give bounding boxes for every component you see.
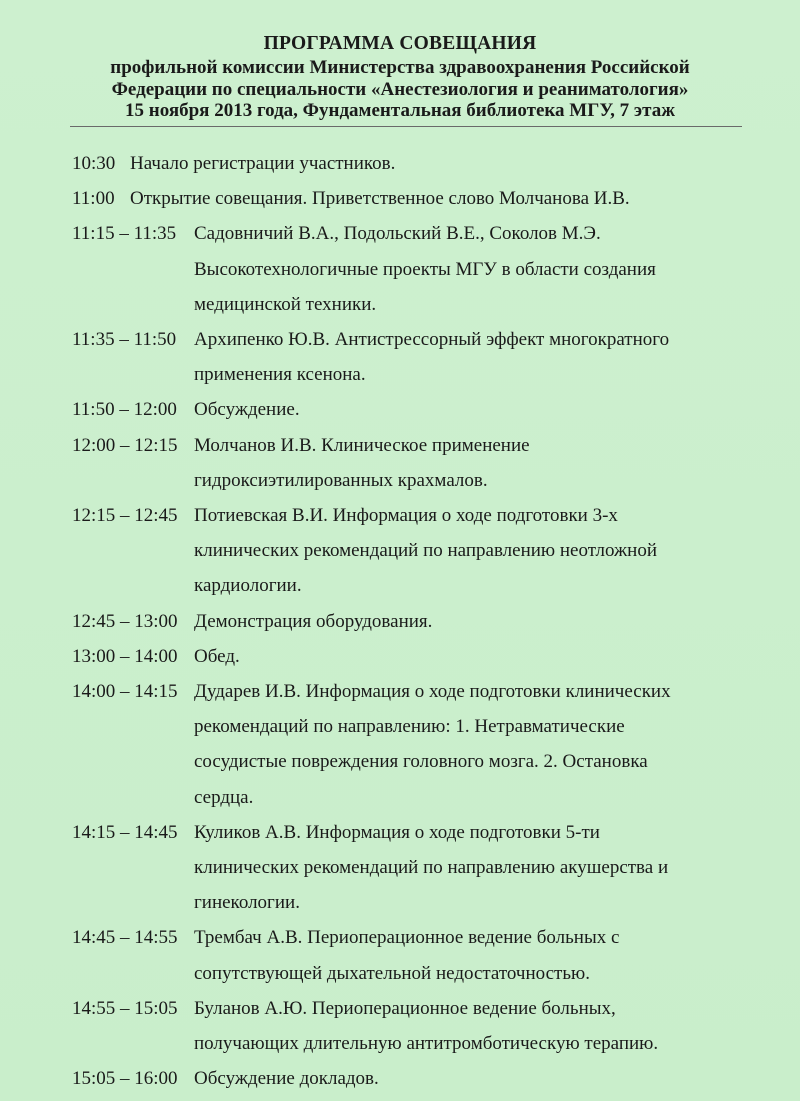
- agenda-time: 12:00 – 12:15: [72, 434, 178, 456]
- agenda-time: 14:55 – 15:05: [72, 997, 178, 1019]
- agenda-text-line: Высокотехнологичные проекты МГУ в области создания: [194, 258, 656, 280]
- agenda-item: [72, 1061, 772, 1096]
- agenda-text-line: клинических рекомендаций по направлению акушерства и: [194, 857, 669, 879]
- agenda-text-line: Дударев И.В. Информация о ходе подготовки клинических: [194, 681, 671, 703]
- agenda-text-line: клинических рекомендаций по направлению неотложной: [194, 540, 658, 562]
- agenda-text-line: Буланов А.Ю. Периоперационное ведение больных,: [194, 997, 616, 1019]
- agenda-text-line: кардиологии.: [194, 575, 302, 597]
- agenda-text-line: Архипенко Ю.В. Антистрессорный эффект многократного: [194, 329, 670, 351]
- agenda-text-line: рекомендаций по направлению: 1. Нетравматические: [194, 716, 625, 738]
- header-divider: [70, 126, 742, 127]
- agenda-text-line: Куликов А.В. Информация о ходе подготовки 5-ти: [194, 821, 600, 843]
- agenda-time: 11:50 – 12:00: [72, 399, 177, 421]
- agenda-item: [72, 991, 772, 1061]
- agenda-text-line: Потиевская В.И. Информация о ходе подготовки 3-х: [194, 505, 618, 527]
- agenda-time: 12:15 – 12:45: [72, 505, 178, 527]
- document-header: [0, 32, 800, 122]
- agenda-text-line: гидроксиэтилированных крахмалов.: [194, 469, 488, 491]
- agenda-text-line: Обсуждение докладов.: [194, 1068, 379, 1090]
- agenda-text-line: применения ксенона.: [194, 364, 366, 386]
- agenda-text-line: Начало регистрации участников.: [130, 153, 396, 174]
- header-line-1: профильной комиссии Министерства здравоохранения Российской: [110, 57, 690, 78]
- agenda-text-line: Молчанов И.В. Клиническое применение: [194, 434, 530, 456]
- agenda-item: [72, 392, 772, 427]
- agenda-time: 11:00: [72, 188, 115, 210]
- agenda-text-line: Обсуждение.: [194, 399, 300, 421]
- agenda-time: 13:00 – 14:00: [72, 645, 178, 667]
- agenda-time: 15:05 – 16:00: [72, 1068, 178, 1090]
- agenda-item: [72, 181, 772, 216]
- agenda-item: [72, 498, 772, 604]
- agenda-text-line: Обед.: [194, 645, 240, 667]
- agenda-time: 11:15 – 11:35: [72, 223, 177, 245]
- header-line-3: 15 ноября 2013 года, Фундаментальная библиотека МГУ, 7 этаж: [125, 100, 675, 121]
- agenda-time: 11:35 – 11:50: [72, 329, 177, 351]
- agenda-item: [72, 674, 772, 815]
- agenda-text-line: сосудистые повреждения головного мозга. 2. Остановка: [194, 751, 648, 773]
- agenda-item: [72, 639, 772, 674]
- agenda-time: 14:45 – 14:55: [72, 927, 178, 949]
- agenda-text-line: Трембач А.В. Периоперационное ведение больных с: [194, 927, 620, 949]
- agenda-item: [72, 920, 772, 990]
- agenda-item: [72, 216, 772, 322]
- agenda-item: [72, 815, 772, 921]
- agenda-text-line: Демонстрация оборудования.: [194, 610, 433, 632]
- agenda-time: 14:15 – 14:45: [72, 821, 178, 843]
- agenda-text-line: гинекологии.: [194, 892, 300, 914]
- agenda-text-line: получающих длительную антитромботическую терапию.: [194, 1033, 659, 1055]
- agenda-text-line: сердца.: [194, 786, 254, 808]
- header-line-2: Федерации по специальности «Анестезиология и реаниматология»: [111, 78, 689, 100]
- agenda-item: [72, 604, 772, 639]
- agenda-item: [72, 322, 772, 392]
- agenda-item: [72, 146, 772, 181]
- agenda-time: 12:45 – 13:00: [72, 610, 178, 632]
- agenda-text-line: медицинской техники.: [194, 293, 377, 315]
- agenda-time: 14:00 – 14:15: [72, 681, 178, 703]
- agenda-text-line: Садовничий В.А., Подольский В.Е., Соколов М.Э.: [194, 223, 601, 245]
- agenda-time: 10:30: [72, 153, 116, 174]
- agenda-text-line: сопутствующей дыхательной недостаточностью.: [194, 962, 590, 984]
- agenda-item: [72, 428, 772, 498]
- agenda-text-line: Открытие совещания. Приветственное слово Молчанова И.В.: [130, 188, 630, 210]
- document-title: ПРОГРАММА СОВЕЩАНИЯ: [263, 33, 537, 54]
- agenda-list: [72, 146, 772, 1096]
